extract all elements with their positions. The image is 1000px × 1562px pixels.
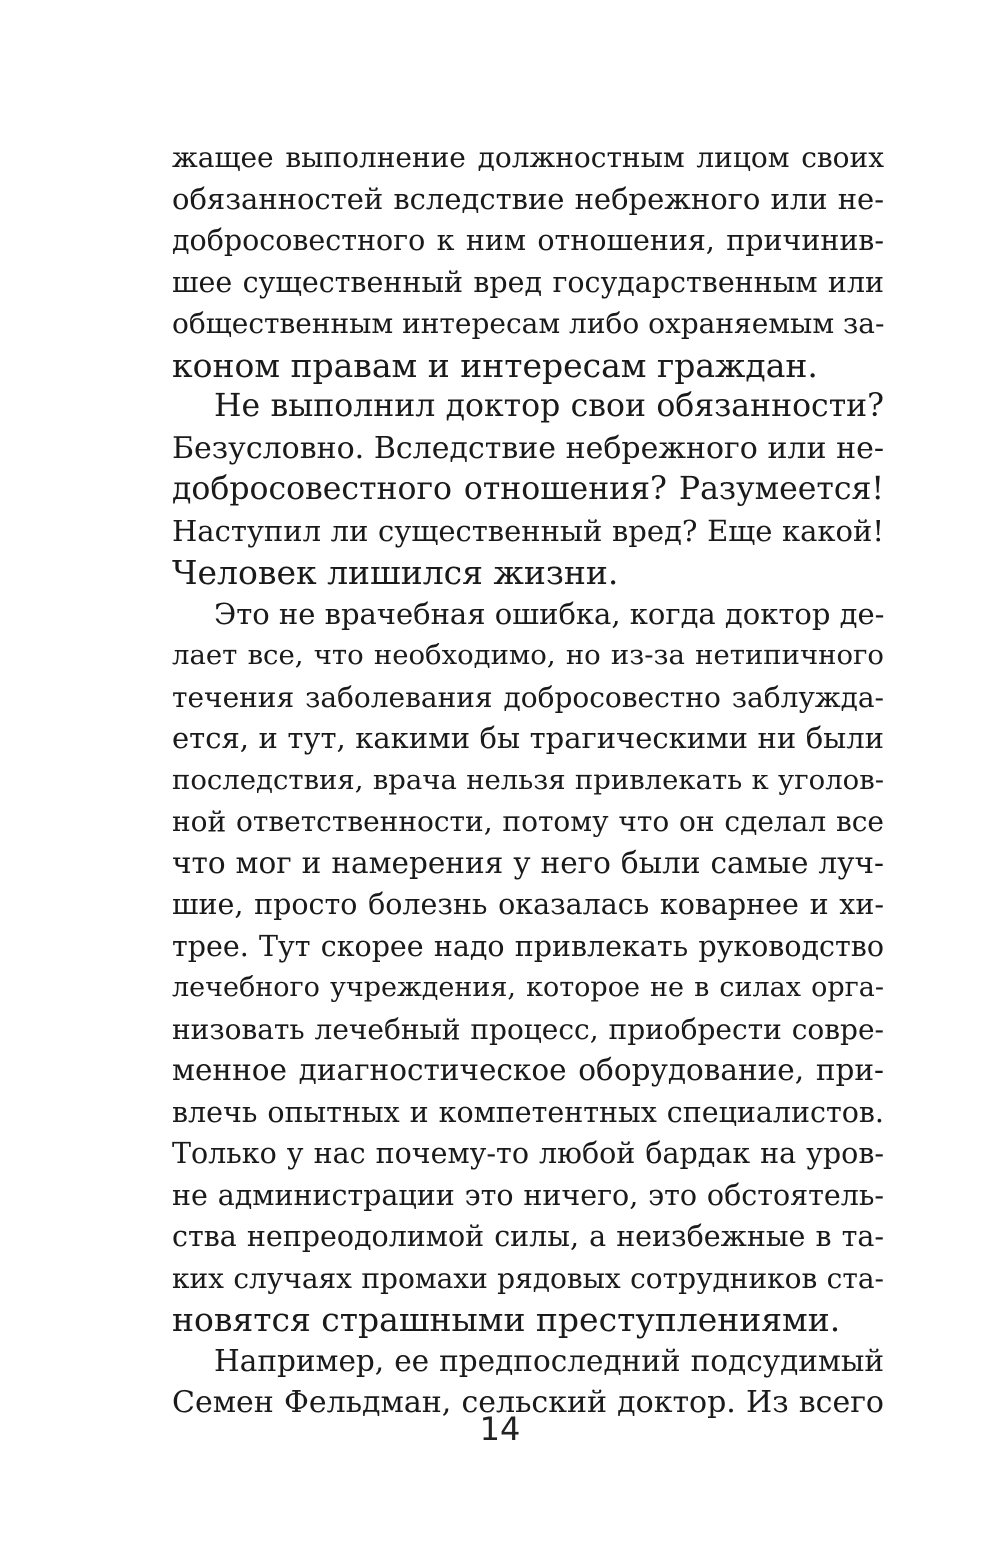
text-line: что мог и намерения у него были самые луч- — [172, 845, 884, 880]
text-line: коном правам и интересам граждан. — [172, 345, 818, 385]
text-line: Только у нас почему-то любой бардак на уров- — [172, 1137, 884, 1170]
body-text — [172, 137, 884, 1424]
text-line: Не выполнил доктор свои обязанности? — [214, 388, 884, 424]
text-line: общественным интересам либо охраняемым за- — [172, 307, 885, 340]
text-line: ется, и тут, какими бы трагическими ни были — [172, 721, 884, 755]
text-line: шие, просто болезнь оказалась коварнее и хи- — [172, 888, 884, 921]
text-line: низовать лечебный процесс, приобрести совре- — [172, 1012, 884, 1046]
text-line: обязанностей вследствие небрежного или не- — [172, 181, 884, 216]
text-line: влечь опытных и компетентных специалистов. — [172, 1095, 884, 1129]
text-line: Наступил ли существенный вред? Еще какой! — [172, 513, 884, 548]
text-line: трее. Тут скорее надо привлекать руководство — [172, 929, 884, 963]
text-line: добросовестного отношения? Разумеется! — [172, 471, 884, 507]
text-line: новятся страшными преступлениями. — [172, 1300, 841, 1339]
text-line: Например, ее предпоследний подсудимый — [214, 1343, 884, 1378]
text-line: жащее выполнение должностным лицом своих — [172, 141, 884, 174]
text-line: Безусловно. Вследствие небрежного или не- — [172, 430, 884, 466]
text-line: ства непреодолимой силы, а неизбежные в та- — [172, 1220, 884, 1253]
text-line: добросовестного к ним отношения, причинив- — [172, 224, 884, 257]
text-line: течения заболевания добросовестно заблужда- — [172, 680, 884, 714]
page-number: 14 — [479, 1410, 521, 1448]
text-line: последствия, врача нельзя привлекать к уголов- — [172, 763, 884, 796]
text-line: Человек лишился жизни. — [172, 553, 619, 592]
text-line: ной ответственности, потому что он сделал все — [172, 805, 884, 838]
text-line: менное диагностическое оборудование, при- — [172, 1053, 884, 1087]
text-line: Это не врачебная ошибка, когда доктор де- — [214, 596, 885, 631]
text-line: шее существенный вред государственным или — [172, 265, 884, 299]
text-line: лечебного учреждения, которое не в силах орга- — [172, 972, 884, 1003]
text-line: не администрации это ничего, это обстоятель- — [172, 1178, 884, 1212]
text-line: ких случаях промахи рядовых сотрудников ста- — [172, 1261, 884, 1295]
text-line: лает все, что необходимо, но из-за нетипичного — [172, 639, 884, 671]
text-line: Семен Фельдман, сельский доктор. Из всего — [172, 1385, 884, 1420]
